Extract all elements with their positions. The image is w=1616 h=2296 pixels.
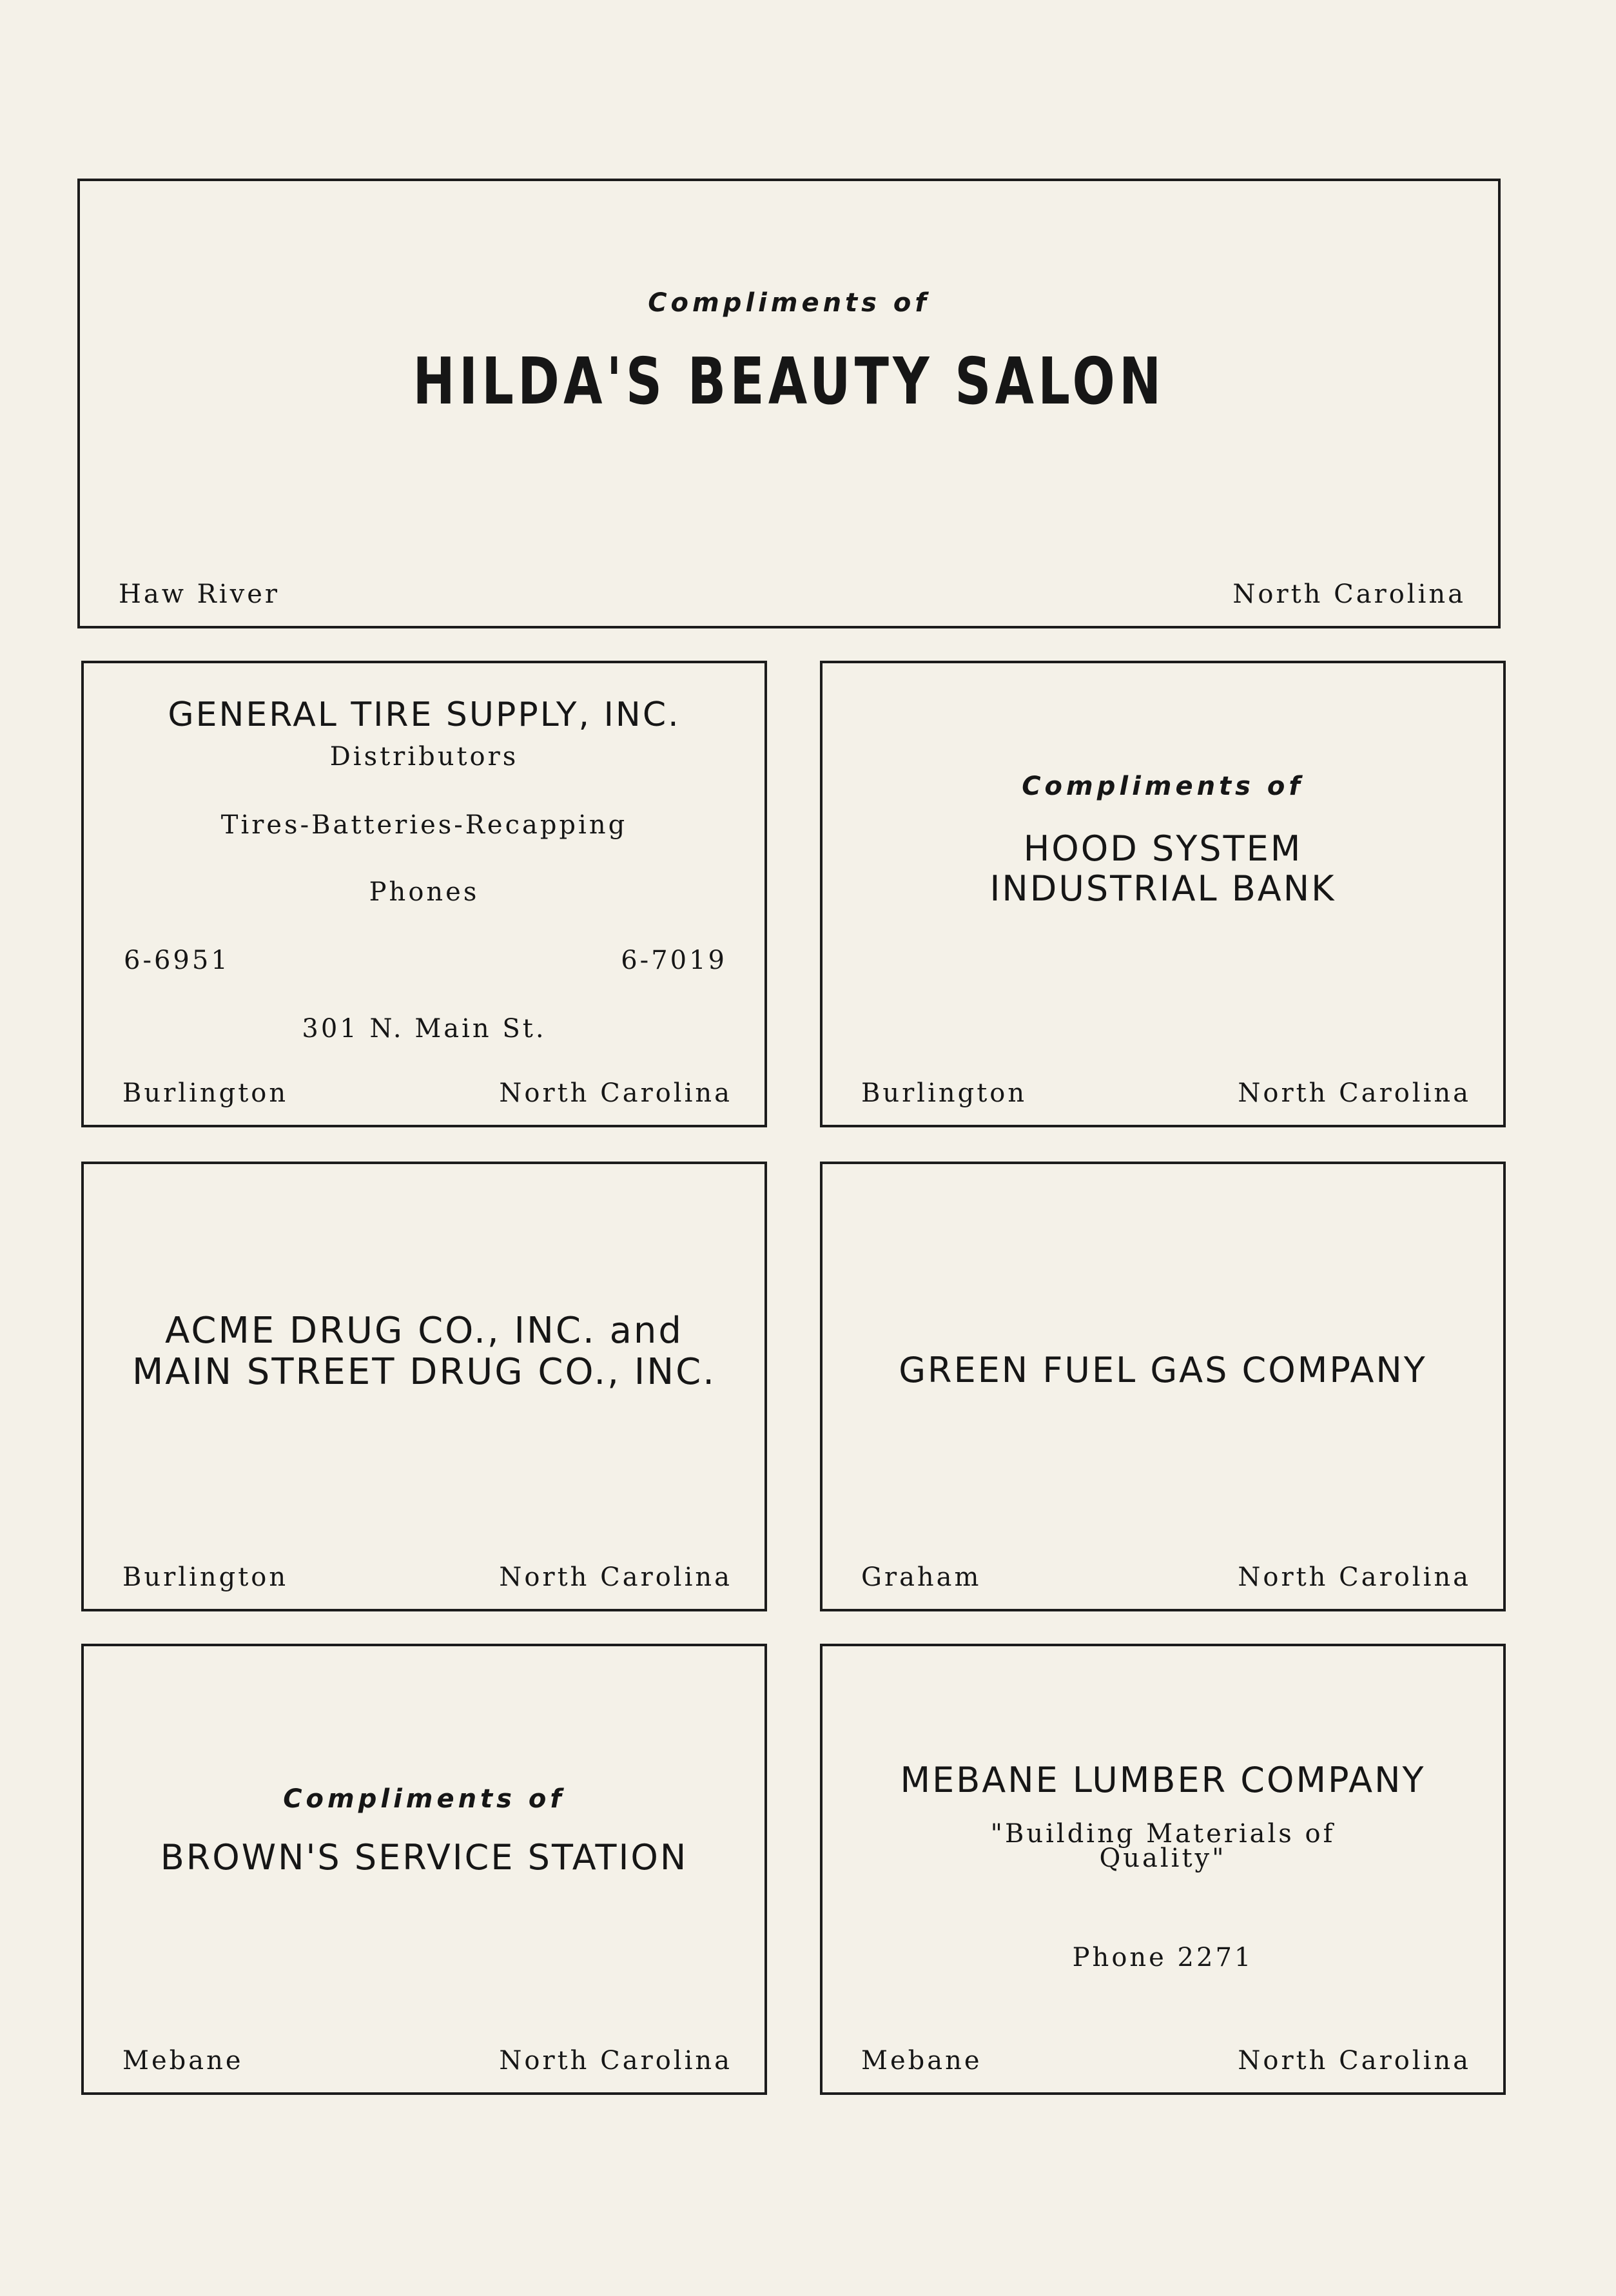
city-text: Burlington xyxy=(861,1078,1027,1108)
phone-2: 6-7019 xyxy=(621,946,727,975)
city-text: Burlington xyxy=(122,1078,289,1108)
city-text: Mebane xyxy=(122,2046,244,2076)
business-name: BROWN'S SERVICE STATION xyxy=(160,1837,688,1878)
subtitle-text: Distributors xyxy=(329,742,519,772)
state-text: North Carolina xyxy=(1238,2046,1471,2076)
ad-acme-drug xyxy=(81,1162,767,1611)
address-text: 301 N. Main St. xyxy=(302,1014,547,1044)
business-name: GENERAL TIRE SUPPLY, INC. xyxy=(168,696,681,734)
ad-hildas-beauty-salon xyxy=(77,179,1501,628)
business-name: GREEN FUEL GAS COMPANY xyxy=(899,1350,1427,1390)
ad-hood-system-industrial-bank xyxy=(820,661,1506,1127)
state-text: North Carolina xyxy=(1238,1078,1471,1108)
services-text: Tires-Batteries-Recapping xyxy=(220,810,628,840)
ad-browns-service-station xyxy=(81,1644,767,2095)
city-text: Haw River xyxy=(119,579,280,609)
ad-mebane-lumber-company xyxy=(820,1644,1506,2095)
state-text: North Carolina xyxy=(499,1562,732,1592)
phone-1: 6-6951 xyxy=(124,946,230,975)
city-text: Mebane xyxy=(861,2046,982,2076)
business-name: HILDA'S BEAUTY SALON xyxy=(413,344,1165,419)
compliments-text: Compliments of xyxy=(1022,772,1304,801)
compliments-text: Compliments of xyxy=(283,1784,565,1814)
business-name-line-1: HOOD SYSTEM xyxy=(1023,828,1303,869)
state-text: North Carolina xyxy=(499,1078,732,1108)
business-name-line-2: MAIN STREET DRUG CO., INC. xyxy=(131,1351,717,1393)
business-name-line-2: INDUSTRIAL BANK xyxy=(989,868,1336,909)
phone-text: Phone 2271 xyxy=(1072,1943,1254,1972)
business-name-line-1: ACME DRUG CO., INC. and xyxy=(165,1310,683,1352)
state-text: North Carolina xyxy=(1238,1562,1471,1592)
ad-general-tire-supply xyxy=(81,661,767,1127)
compliments-text: Compliments of xyxy=(648,288,930,318)
state-text: North Carolina xyxy=(499,2046,732,2076)
slogan-line-2: Quality" xyxy=(1099,1844,1227,1873)
slogan-line-1: "Building Materials of xyxy=(990,1819,1336,1849)
city-text: Burlington xyxy=(122,1562,289,1592)
ad-green-fuel-gas-company xyxy=(820,1162,1506,1611)
business-name: MEBANE LUMBER COMPANY xyxy=(900,1760,1426,1800)
state-text: North Carolina xyxy=(1232,579,1466,609)
phones-label: Phones xyxy=(369,877,480,907)
city-text: Graham xyxy=(861,1562,982,1592)
